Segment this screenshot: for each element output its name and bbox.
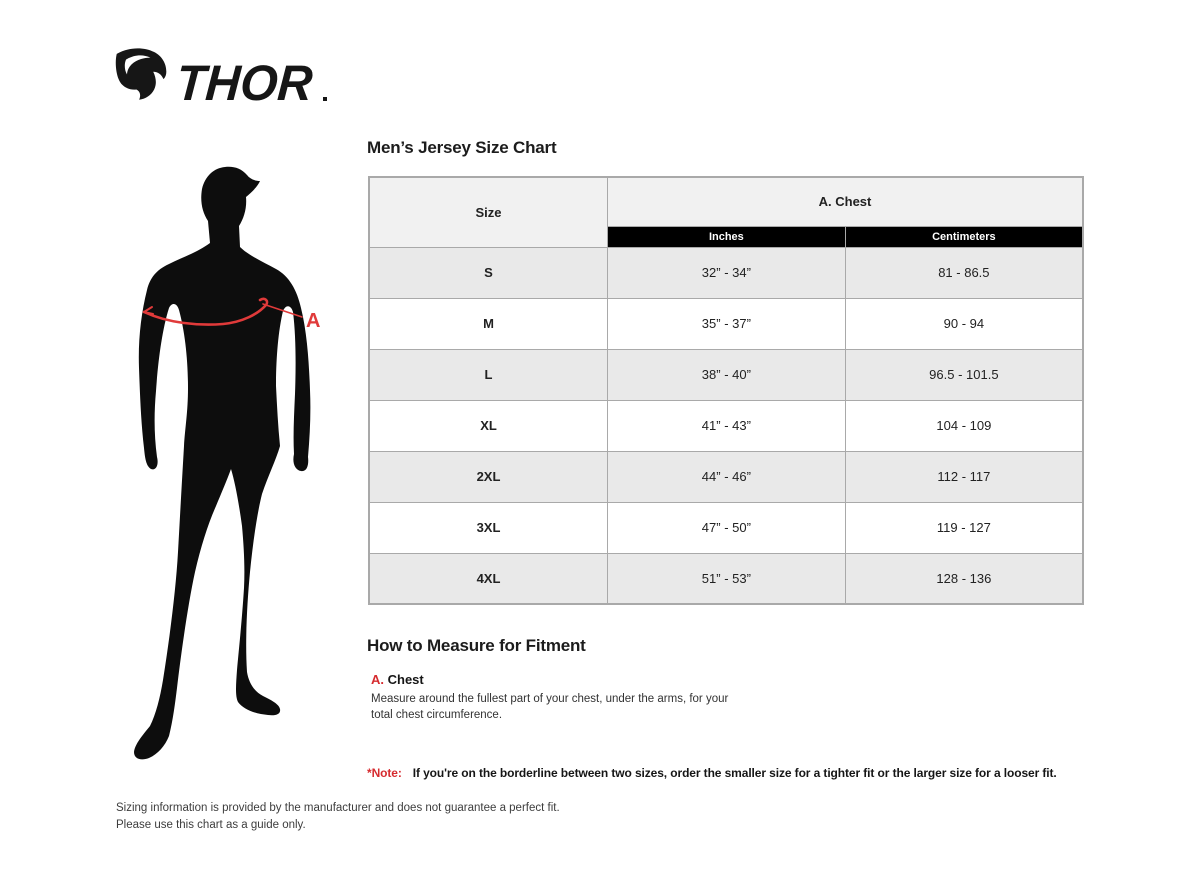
cell-size: 4XL [369,553,608,604]
disclaimer [116,800,560,835]
cell-inches: 47” - 50” [608,502,846,553]
chest-point-label: A [306,310,321,332]
note-text: If you're on the borderline between two sizes, order the smaller size for a tighter fit or the larger size for a looser fit. [412,766,1057,780]
cell-centimeters: 119 - 127 [845,502,1083,553]
measure-item-chest [371,672,729,724]
cell-size: XL [369,400,608,451]
cell-size: 3XL [369,502,608,553]
cell-centimeters: 81 - 86.5 [845,247,1083,298]
cell-size: L [369,349,608,400]
disclaimer-line-2: Please use this chart as a guide only. [116,819,306,832]
cell-centimeters: 90 - 94 [845,298,1083,349]
size-column-header: Size [369,177,608,247]
sizing-note [367,766,1057,780]
measure-item-title [371,672,729,687]
trademark-dot [323,97,327,101]
thor-logo [113,46,327,111]
cell-inches: 41” - 43” [608,400,846,451]
size-table-row [369,451,1083,502]
cell-inches: 38” - 40” [608,349,846,400]
measure-name: Chest [387,672,424,687]
cell-size: M [369,298,608,349]
cell-inches: 44” - 46” [608,451,846,502]
chest-group-header: A. Chest [608,177,1084,226]
measure-heading: How to Measure for Fitment [367,636,586,655]
size-table-row [369,247,1083,298]
cell-inches: 51” - 53” [608,553,846,604]
cell-centimeters: 104 - 109 [845,400,1083,451]
centimeters-header: Centimeters [845,226,1083,247]
inches-header: Inches [608,226,846,247]
note-label: *Note: [367,766,402,780]
size-table-row [369,349,1083,400]
cell-inches: 35” - 37” [608,298,846,349]
size-table-row [369,298,1083,349]
thor-goat-icon [113,46,171,103]
chart-title: Men’s Jersey Size Chart [367,138,557,157]
thor-wordmark: THOR [174,55,315,111]
measure-letter: A. [371,672,384,687]
cell-centimeters: 96.5 - 101.5 [845,349,1083,400]
body-silhouette [128,164,333,764]
cell-size: S [369,247,608,298]
cell-centimeters: 112 - 117 [845,451,1083,502]
size-table-row [369,553,1083,604]
size-table-row [369,502,1083,553]
disclaimer-line-1: Sizing information is provided by the manufacturer and does not guarantee a perfect fit. [116,802,560,814]
cell-inches: 32” - 34” [608,247,846,298]
cell-centimeters: 128 - 136 [845,553,1083,604]
size-table-row [369,400,1083,451]
size-table [368,176,1084,605]
measure-description: Measure around the fullest part of your chest, under the arms, for your total chest circumference. [371,693,729,722]
cell-size: 2XL [369,451,608,502]
